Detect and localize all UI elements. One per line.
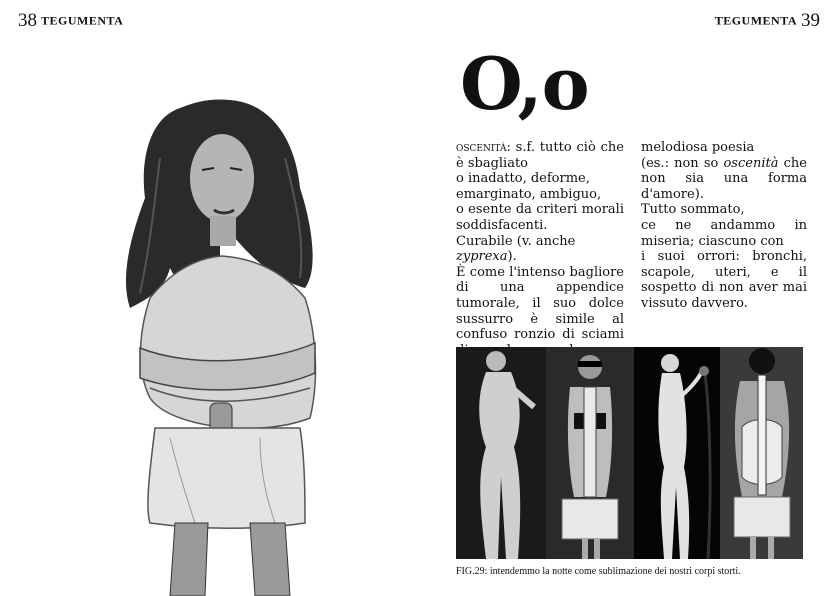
left-page-number: 38 <box>18 10 37 31</box>
nude-woman-photo <box>456 347 546 559</box>
entry-line: (es.: non so <box>641 155 719 171</box>
entry-line: emarginato, ambiguo, <box>456 186 602 202</box>
entry-para-1 <box>456 140 624 358</box>
figure-29-photo-strip <box>456 347 803 559</box>
right-running-title: TEGUMENTA <box>714 13 797 28</box>
entry-line: Curabile (v. anche <box>456 233 576 249</box>
right-running-head <box>715 10 820 32</box>
entry-line: o esente da criteri morali soddisfacenti. <box>456 202 624 233</box>
entry-column-1 <box>456 140 624 358</box>
entry-line: o inadatto, deforme, <box>456 171 590 187</box>
corseted-woman-photo <box>546 347 634 559</box>
entry-line: i suoi orrori: bronchi, scapole, uteri, e il sospetto di non aver mai vissuto davvero. <box>641 249 807 311</box>
definition-text: : s.f. tutto ciò che è sbagliato <box>456 140 624 171</box>
left-running-title: TEGUMENTA <box>41 13 124 28</box>
entry-line: Tutto sommato, <box>641 202 745 218</box>
cross-ref: zyprexa <box>456 249 508 265</box>
eve-painting <box>634 347 720 559</box>
left-running-head <box>18 10 123 32</box>
figure-caption: FIG.29: intendemmo la notte come sublimazione dei nostri corpi storti. <box>456 566 741 577</box>
entry-para-2 <box>641 140 807 312</box>
headword: oscenità <box>456 140 507 155</box>
entry-column-2 <box>641 140 807 312</box>
letter-heading: O,o <box>460 41 589 126</box>
entry-line: che non sia una forma d'amore). <box>641 155 807 202</box>
entry-line: ce ne andammo in miseria; ciascuno con <box>641 217 807 249</box>
straitjacket-illustration <box>110 98 330 596</box>
entry-line: È come l'intenso bagliore di una appendice tumorale, il suo dolce sussurro è simile al confuso ronzio di sciami <box>456 264 624 343</box>
italic-term: oscenità <box>723 155 779 171</box>
right-page-number: 39 <box>801 10 820 31</box>
entry-line: ). <box>507 249 517 265</box>
entry-line: melodiosa poesia <box>641 140 755 155</box>
back-brace-photo <box>720 347 803 559</box>
